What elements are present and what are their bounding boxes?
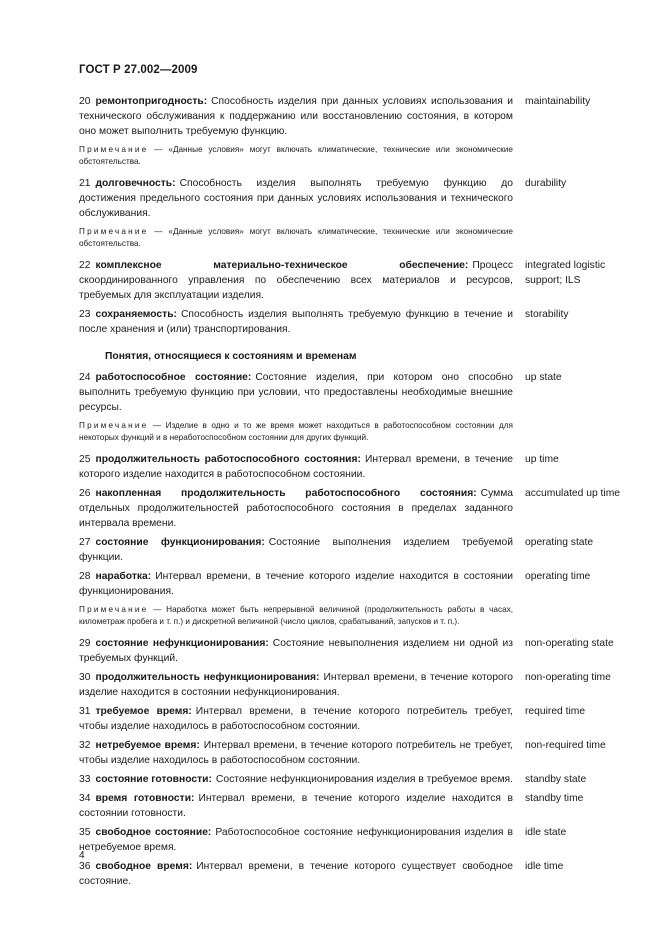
term-entry (79, 738, 639, 768)
note-label: Примечание (79, 227, 149, 236)
term-entry (79, 535, 639, 565)
term-name: работоспособное состояние: (95, 372, 252, 383)
english-equivalent: up time (525, 454, 559, 465)
english-equivalent: operating state (525, 537, 594, 548)
term-name: состояние готовности: (95, 774, 212, 785)
term-text: Работоспособное состояние нефункционирования изделия в нетребуемое время. (79, 827, 513, 853)
term-definition (79, 258, 513, 303)
english-equivalent: idle state (525, 827, 567, 838)
term-text: Процесс скоординированного управления по обеспечению всех материалов и ресурсов, требуемых для эксплуатации изделия. (79, 260, 513, 301)
term-definition (79, 569, 513, 599)
term-entry (79, 704, 639, 734)
term-number: 35 (79, 827, 91, 838)
term-note (79, 420, 513, 444)
document-header: ГОСТ Р 27.002—2009 (79, 64, 198, 76)
term-number: 27 (79, 537, 91, 548)
term-text: Способность изделия при данных условиях использования и технического обслуживания к поддержанию или восстановлению состояния, в котором оно может выполнить требуемую функцию. (79, 96, 513, 137)
term-definition (79, 825, 513, 855)
english-equivalent: up state (525, 372, 562, 383)
term-number: 22 (79, 260, 91, 271)
term-definition (79, 370, 513, 415)
term-entry (79, 452, 639, 482)
term-number: 32 (79, 740, 91, 751)
term-number: 33 (79, 774, 91, 785)
term-definition (79, 791, 513, 821)
term-definition (79, 307, 513, 337)
english-equivalent: required time (525, 706, 586, 717)
english-equivalent: standby time (525, 793, 584, 804)
term-note (79, 144, 513, 168)
term-entry (79, 791, 639, 821)
term-text: Интервал времени, в течение которого изделие находится в состоянии функционирования. (79, 571, 513, 597)
english-equivalent: non-operating time (525, 672, 611, 683)
term-name: свободное время: (95, 861, 193, 872)
term-text: Интервал времени, в течение которого изделие находится в состоянии нефункционирования. (79, 672, 513, 698)
term-name: комплексное материально-техническое обеспечение: (95, 260, 469, 271)
term-entry (79, 825, 639, 855)
english-equivalent: integrated logistic support; ILS (525, 260, 606, 286)
term-definition (79, 176, 513, 221)
note-label: Примечание (79, 421, 149, 430)
term-number: 20 (79, 96, 91, 107)
term-definition (79, 94, 513, 139)
term-text: Способность изделия выполнять требуемую функцию до достижения предельного состояния при данных условиях использования и технического обслуживания. (79, 178, 513, 219)
note-text: — «Данные условия» могут включать климатические, технические или экономические обстоятельства. (79, 227, 513, 248)
term-entry (79, 569, 639, 599)
term-entry (79, 772, 639, 787)
note-text: — Наработка может быть непрерывной величиной (продолжительность работы в часах, километраж пробега и т. п.) и дискретной величиной (число циклов, срабатываний, запусков и т. п.). (79, 605, 514, 626)
term-entry (79, 370, 639, 415)
term-entry (79, 859, 639, 889)
term-name: состояние нефункционирования: (95, 638, 269, 649)
term-text: Интервал времени, в течение которого изделие находится в работоспособном состоянии. (79, 454, 513, 480)
term-entry (79, 176, 639, 221)
term-text: Состояние нефункционирования изделия в требуемое время. (215, 774, 513, 785)
term-entry (79, 670, 639, 700)
term-definition (79, 738, 513, 768)
term-name: состояние функционирования: (95, 537, 265, 548)
term-number: 21 (79, 178, 91, 189)
term-name: продолжительность работоспособного состояния: (95, 454, 361, 465)
term-text: Состояние выполнения изделием требуемой функции. (79, 537, 513, 563)
term-number: 29 (79, 638, 91, 649)
term-name: накопленная продолжительность работоспособного состояния: (95, 488, 477, 499)
term-text: Способность изделия выполнять требуемую функцию в течение и после хранения и (или) транспортирования. (79, 309, 513, 335)
term-entry (79, 636, 639, 666)
term-definition (79, 704, 513, 734)
english-equivalent: standby state (525, 774, 587, 785)
english-equivalent: non-required time (525, 740, 606, 751)
term-note (79, 604, 513, 628)
term-entry (79, 307, 639, 337)
note-label: Примечание (79, 605, 149, 614)
term-number: 26 (79, 488, 91, 499)
note-label: Примечание (79, 145, 149, 154)
term-name: сохраняемость: (95, 309, 177, 320)
term-name: требуемое время: (95, 706, 192, 717)
terms-list-states-times (79, 370, 639, 889)
term-name: свободное состояние: (95, 827, 212, 838)
term-text: Состояние невыполнения изделием ни одной из требуемых функций. (79, 638, 513, 664)
english-equivalent: storability (525, 309, 569, 320)
term-number: 24 (79, 372, 91, 383)
term-name: наработка: (95, 571, 152, 582)
term-text: Интервал времени, в течение которого потребитель не требует, чтобы изделие находилось в работоспособном состоянии. (79, 740, 514, 766)
english-equivalent: non-operating state (525, 638, 614, 649)
term-entry (79, 258, 639, 303)
term-name: нетребуемое время: (95, 740, 200, 751)
term-definition (79, 535, 513, 565)
page-number: 4 (79, 850, 85, 861)
term-note (79, 226, 513, 250)
english-equivalent: durability (525, 178, 567, 189)
term-text: Интервал времени, в течение которого изделие находится в состоянии готовности. (79, 793, 514, 819)
section-title: Понятия, относящиеся к состояниям и временам (105, 351, 357, 362)
term-number: 34 (79, 793, 91, 804)
term-name: долговечность: (95, 178, 176, 189)
term-number: 30 (79, 672, 91, 683)
english-equivalent: accumulated up time (525, 488, 621, 499)
english-equivalent: idle time (525, 861, 564, 872)
term-text: Состояние изделия, при котором оно способно выполнить требуемую функцию при условии, что предоставлены необходимые внешние ресурсы. (79, 372, 513, 413)
term-entry (79, 94, 639, 139)
term-text: Сумма отдельных продолжительностей работоспособного состояния в пределах заданного интервала времени. (79, 488, 513, 529)
terms-content (79, 94, 639, 893)
term-definition (79, 636, 513, 666)
term-definition (79, 452, 513, 482)
term-entry (79, 486, 639, 531)
term-definition (79, 772, 513, 787)
term-name: продолжительность нефункционирования: (95, 672, 320, 683)
note-text: — «Данные условия» могут включать климатические, технические или экономические обстоятельства. (79, 145, 513, 166)
term-text: Интервал времени, в течение которого существует свободное состояние. (79, 861, 513, 887)
term-name: ремонтопригодность: (95, 96, 208, 107)
term-text: Интервал времени, в течение которого потребитель требует, чтобы изделие находилось в работоспособном состоянии. (79, 706, 513, 732)
term-number: 31 (79, 706, 91, 717)
english-equivalent: operating time (525, 571, 591, 582)
term-definition (79, 670, 513, 700)
term-definition (79, 859, 513, 889)
note-text: — Изделие в одно и то же время может находиться в работоспособном состоянии для некоторых функций и в неработоспособном состоянии для других функций. (79, 421, 513, 442)
term-name: время готовности: (95, 793, 195, 804)
term-definition (79, 486, 513, 531)
term-number: 25 (79, 454, 91, 465)
term-number: 36 (79, 861, 91, 872)
terms-list-general (79, 94, 639, 337)
term-number: 23 (79, 309, 91, 320)
english-equivalent: maintainability (525, 96, 591, 107)
term-number: 28 (79, 571, 91, 582)
